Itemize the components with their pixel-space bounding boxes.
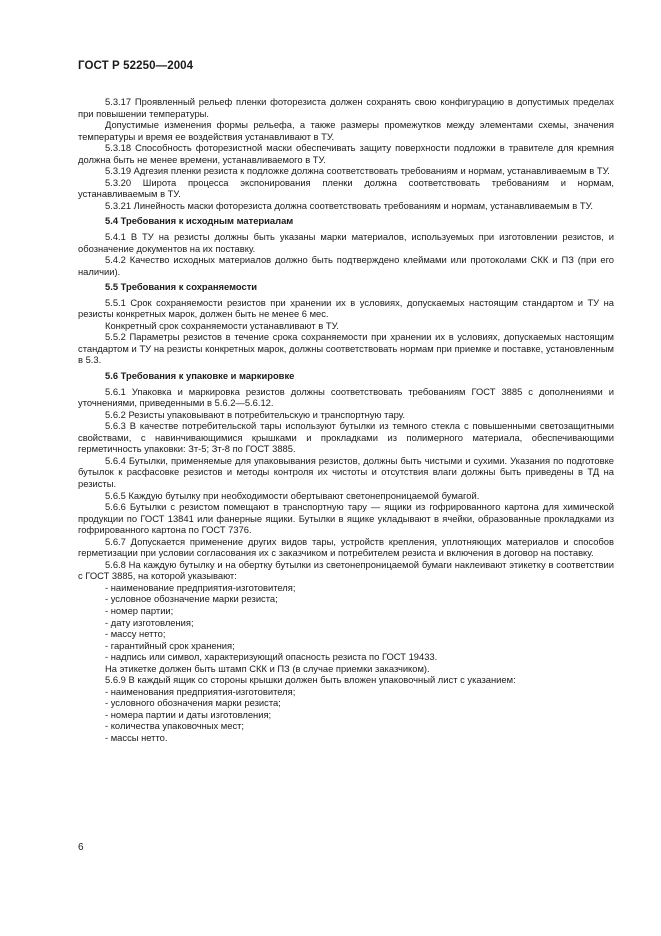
paragraph: 5.3.21 Линейность маски фоторезиста должна соответствовать требованиям и нормам, устанавливаемым в ТУ. — [105, 199, 593, 211]
document-body — [78, 96, 614, 744]
list-item: - количества упаковочных мест; — [105, 720, 245, 732]
paragraph: Конкретный срок сохраняемости устанавливают в ТУ. — [105, 319, 339, 331]
list-item: - наименование предприятия-изготовителя; — [105, 581, 296, 593]
paragraph: 5.3.18 Способность фоторезистной маски обеспечивать защиту поверхности подложки в травителе для кремния должна быть не менее времени, устанавливаемого в ТУ. — [78, 142, 614, 165]
paragraph: На этикетке должен быть штамп СКК и ПЗ (в случае приемки заказчиком). — [105, 662, 430, 674]
section-heading: 5.4 Требования к исходным материалам — [105, 215, 294, 227]
paragraph: 5.5.1 Срок сохраняемости резистов при хранении их в условиях, допускаемых настоящим стандартом и ТУ на резисты конкретных марок, должен быть не менее 6 мес. — [78, 296, 614, 320]
paragraph: 5.6.5 Каждую бутылку при необходимости обертывают светонепроницаемой бумагой. — [105, 489, 480, 501]
paragraph: 5.3.19 Адгезия пленки резиста к подложке должна соответствовать требованиям и нормам, устанавливаемым в ТУ. — [105, 165, 610, 177]
list-item: - надпись или символ, характеризующий опасность резиста по ГОСТ 19433. — [105, 651, 438, 663]
paragraph: Допустимые изменения формы рельефа, а также размеры промежутков между элементами схемы, значения температуры и время ее воздействия устанавливают в ТУ. — [78, 119, 614, 142]
document-header: ГОСТ Р 52250—2004 — [78, 60, 194, 72]
paragraph: 5.6.7 Допускается применение других видов тары, устройств крепления, уплотняющих материалов и способов герметизации при условии согласования их с заказчиком и потребителем резиста и включения в договор на поставку. — [78, 535, 614, 559]
list-item: - гарантийный срок хранения; — [105, 639, 235, 651]
list-item: - дату изготовления; — [105, 616, 194, 628]
list-item: - номера партии и даты изготовления; — [105, 708, 272, 720]
section-heading: 5.5 Требования к сохраняемости — [105, 281, 258, 293]
paragraph: 5.6.4 Бутылки, применяемые для упаковывания резистов, должны быть чистыми и сухими. Указания по подготовке бутылок к расфасовке резистов и методы контроля их чистоты и отсутствия влаги должны быть приведены в ТД на резисты. — [78, 454, 614, 489]
list-item: - номер партии; — [105, 604, 174, 616]
paragraph: 5.3.20 Широта процесса экспонирования пленки должна соответствовать требованиям и нормам, устанавливаемым в ТУ. — [78, 176, 614, 200]
page-number: 6 — [78, 842, 84, 853]
list-item: - условное обозначение марки резиста; — [105, 593, 278, 605]
list-item: - массы нетто. — [105, 731, 168, 743]
section-heading: 5.6 Требования к упаковке и маркировке — [105, 370, 295, 382]
paragraph: 5.6.9 В каждый ящик со стороны крышки должен быть вложен упаковочный лист с указанием: — [105, 674, 516, 686]
paragraph: 5.6.3 В качестве потребительской тары используют бутылки из темного стекла с повышенными светозащитными свойствами, с навинчивающимися крышками и прокладками из полимерного материала, обеспечивающими герметичность упаковки: Зт-5; Зт-8 по ГОСТ 3885. — [78, 420, 614, 455]
list-item: - массу нетто; — [105, 628, 166, 640]
paragraph: 5.5.2 Параметры резистов в течение срока сохраняемости при хранении их в условиях, допускаемых настоящим стандартом и ТУ на резисты конкретных марок, должны соответствовать нормам при приемке и поставке, установленным в 5.3. — [78, 331, 614, 366]
paragraph: 5.6.6 Бутылки с резистом помещают в транспортную тару — ящики из гофрированного картона для химической продукции по ГОСТ 13841 или фанерные ящики. Бутылки в ящике укладывают в ячейки, образованные прокладками из гофрированного картона по ГОСТ 7376. — [78, 501, 614, 536]
paragraph: 5.6.1 Упаковка и маркировка резистов должны соответствовать требованиям ГОСТ 3885 с дополнениями и уточнениями, приведенными в 5.6.2—5.6.12. — [78, 385, 614, 409]
paragraph: 5.3.17 Проявленный рельеф пленки фоторезиста должен сохранять свою конфигурацию в допустимых пределах при повышении температуры. — [78, 96, 614, 119]
paragraph: 5.4.2 Качество исходных материалов должно быть подтверждено клеймами или протоколами СКК и ПЗ (при его наличии). — [78, 254, 614, 277]
paragraph: 5.6.8 На каждую бутылку и на обертку бутылки из светонепроницаемой бумаги наклеивают этикетку в соответствии с ГОСТ 3885, на которой указывают: — [78, 558, 614, 582]
paragraph: 5.4.1 В ТУ на резисты должны быть указаны марки материалов, используемых при изготовлении резистов, и обозначение документов на их поставку. — [78, 231, 614, 254]
list-item: - условного обозначения марки резиста; — [105, 697, 281, 709]
list-item: - наименования предприятия-изготовителя; — [105, 685, 296, 697]
paragraph: 5.6.2 Резисты упаковывают в потребительскую и транспортную тару. — [105, 408, 406, 420]
